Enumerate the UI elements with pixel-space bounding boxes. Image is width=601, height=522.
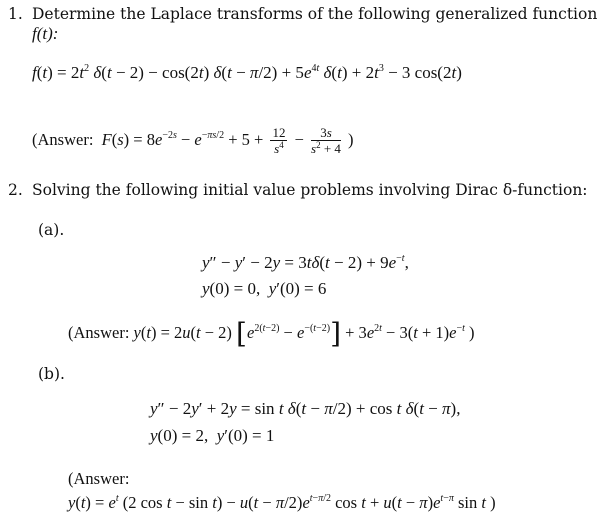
part-a-label: (a).	[38, 221, 65, 239]
problem-1-number: 1.	[8, 5, 23, 23]
problem-2-number: 2.	[8, 181, 23, 199]
problem-2-text: Solving the following initial value problems involving Dirac δ-function:	[32, 181, 588, 199]
part-a-answer: (Answer: y(t) = 2u(t − 2) $[e^{2(t-2)} - e^{-(t-2)}] + 3e^{2t} - 3(t + 1)e^{-t}$ )	[68, 317, 475, 350]
part-b-ode: y″ − 2y′ + 2y = sin t δ(t − π/2) + cos t δ(t − π),	[150, 399, 461, 418]
part-b-answer-label: (Answer:	[68, 469, 130, 488]
part-a-initial-conditions: y(0) = 0, y′(0) = 6	[202, 279, 327, 298]
part-b-label: (b).	[38, 365, 65, 383]
problem-1-answer: (Answer: $F(s) = 8e^{-2s} - e^{-\pi s/2} + 5$ + $\frac{12}{s^4}$ − $\frac{3s}{s^2 + 4}$ )	[32, 125, 354, 156]
part-b-answer: $y(t) = e^t$ (2 $\cos t - \sin t) - u(t - \pi/2)e^{t-\pi/2}$ $\cos t + u(t - \pi)e^{t-\pi}$ sin t )	[68, 493, 496, 512]
problem-1-text: Determine the Laplace transforms of the following generalized function	[32, 5, 598, 23]
part-a-ode: $y'' - y' - 2y = 3t\delta(t - 2) + 9e^{-t}$,	[202, 253, 409, 272]
part-b-initial-conditions: y(0) = 2, y′(0) = 1	[150, 426, 275, 445]
problem-1-function-label: f(t):	[32, 24, 59, 43]
problem-1-equation: $f(t) = 2t^2$ δ(t − 2) − cos(2t) $\delta(t - \pi/2) + 5e^{4t}$ $\delta(t) + 2t^3 - 3$ cos(2t)	[32, 63, 462, 82]
